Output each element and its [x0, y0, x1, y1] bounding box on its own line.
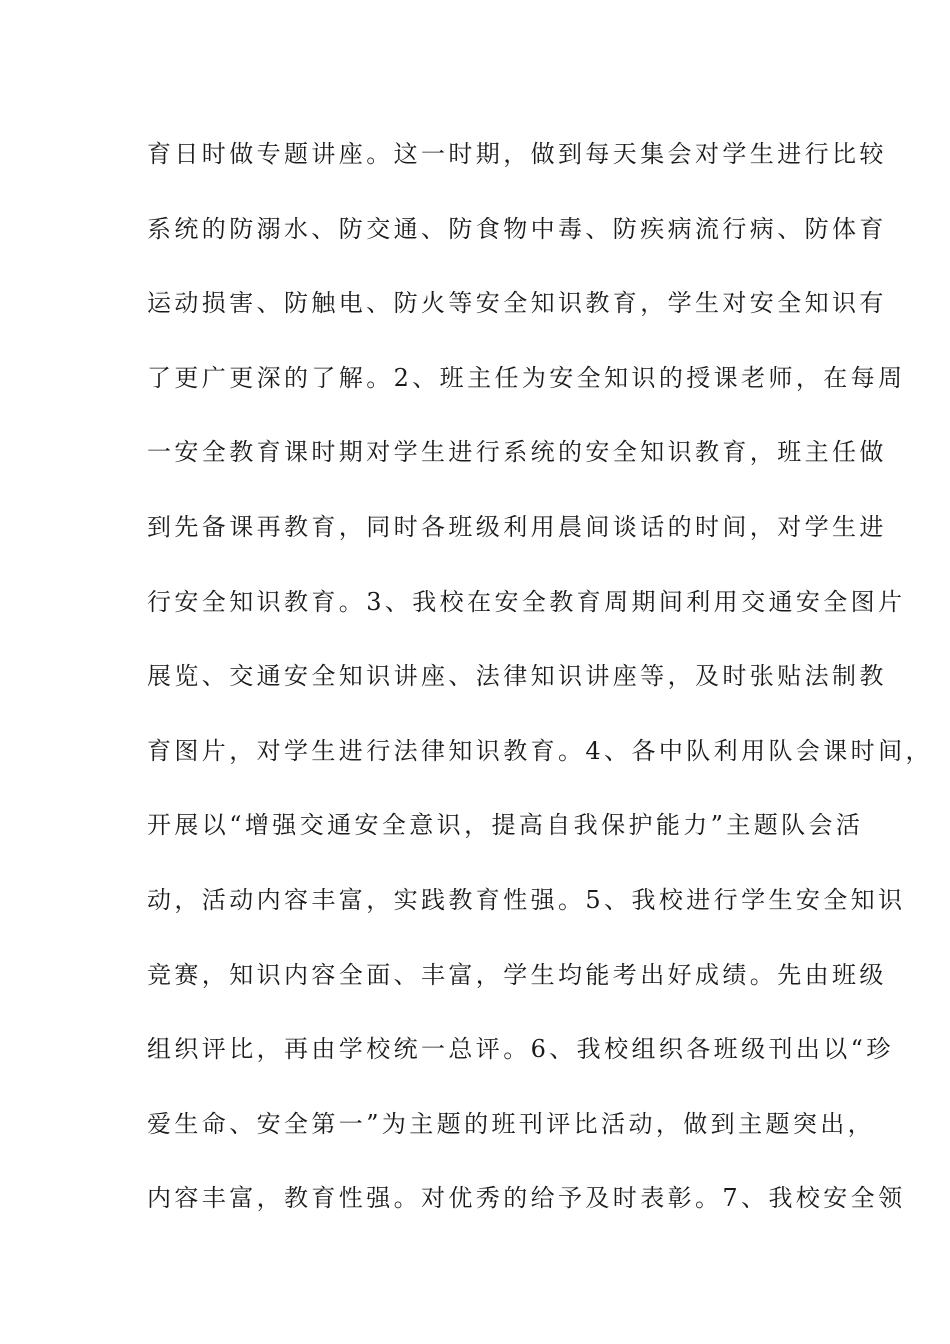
text-line: 动，活动内容丰富，实践教育性强。5、我校进行学生安全知识	[147, 885, 906, 914]
body-text	[147, 132, 933, 1251]
text-line: 开展以“增强交通安全意识，提高自我保护能力”主题队会活	[147, 811, 864, 840]
text-line: 内容丰富，教育性强。对优秀的给予及时表彰。7、我校安全领	[147, 1184, 906, 1213]
text-line: 育日时做专题讲座。这一时期，做到每天集会对学生进行比较	[147, 140, 887, 168]
text-line: 行安全知识教育。3、我校在安全教育周期间利用交通安全图片	[147, 587, 906, 616]
text-line: 育图片，对学生进行法律知识教育。4、各中队利用队会课时间，	[147, 736, 933, 765]
text-line: 竞赛，知识内容全面、丰富，学生均能考出好成绩。先由班级	[147, 960, 887, 989]
text-line: 组织评比，再由学校统一总评。6、我校组织各班级刊出以“珍	[147, 1035, 894, 1064]
text-line: 展览、交通安全知识讲座、法律知识讲座等，及时张贴法制教	[147, 662, 887, 691]
text-line: 爱生命、安全第一”为主题的班刊评比活动，做到主题突出，	[147, 1109, 876, 1138]
text-line: 到先备课再教育，同时各班级利用晨间谈话的时间，对学生进	[147, 512, 887, 541]
text-line: 系统的防溺水、防交通、防食物中毒、防疾病流行病、防体育	[147, 214, 887, 243]
text-line: 一安全教育课时期对学生进行系统的安全知识教育，班主任做	[147, 438, 887, 467]
text-line: 了更广更深的了解。2、班主任为安全知识的授课老师，在每周	[147, 363, 906, 392]
text-line: 运动损害、防触电、防火等安全知识教育，学生对安全知识有	[147, 289, 887, 318]
